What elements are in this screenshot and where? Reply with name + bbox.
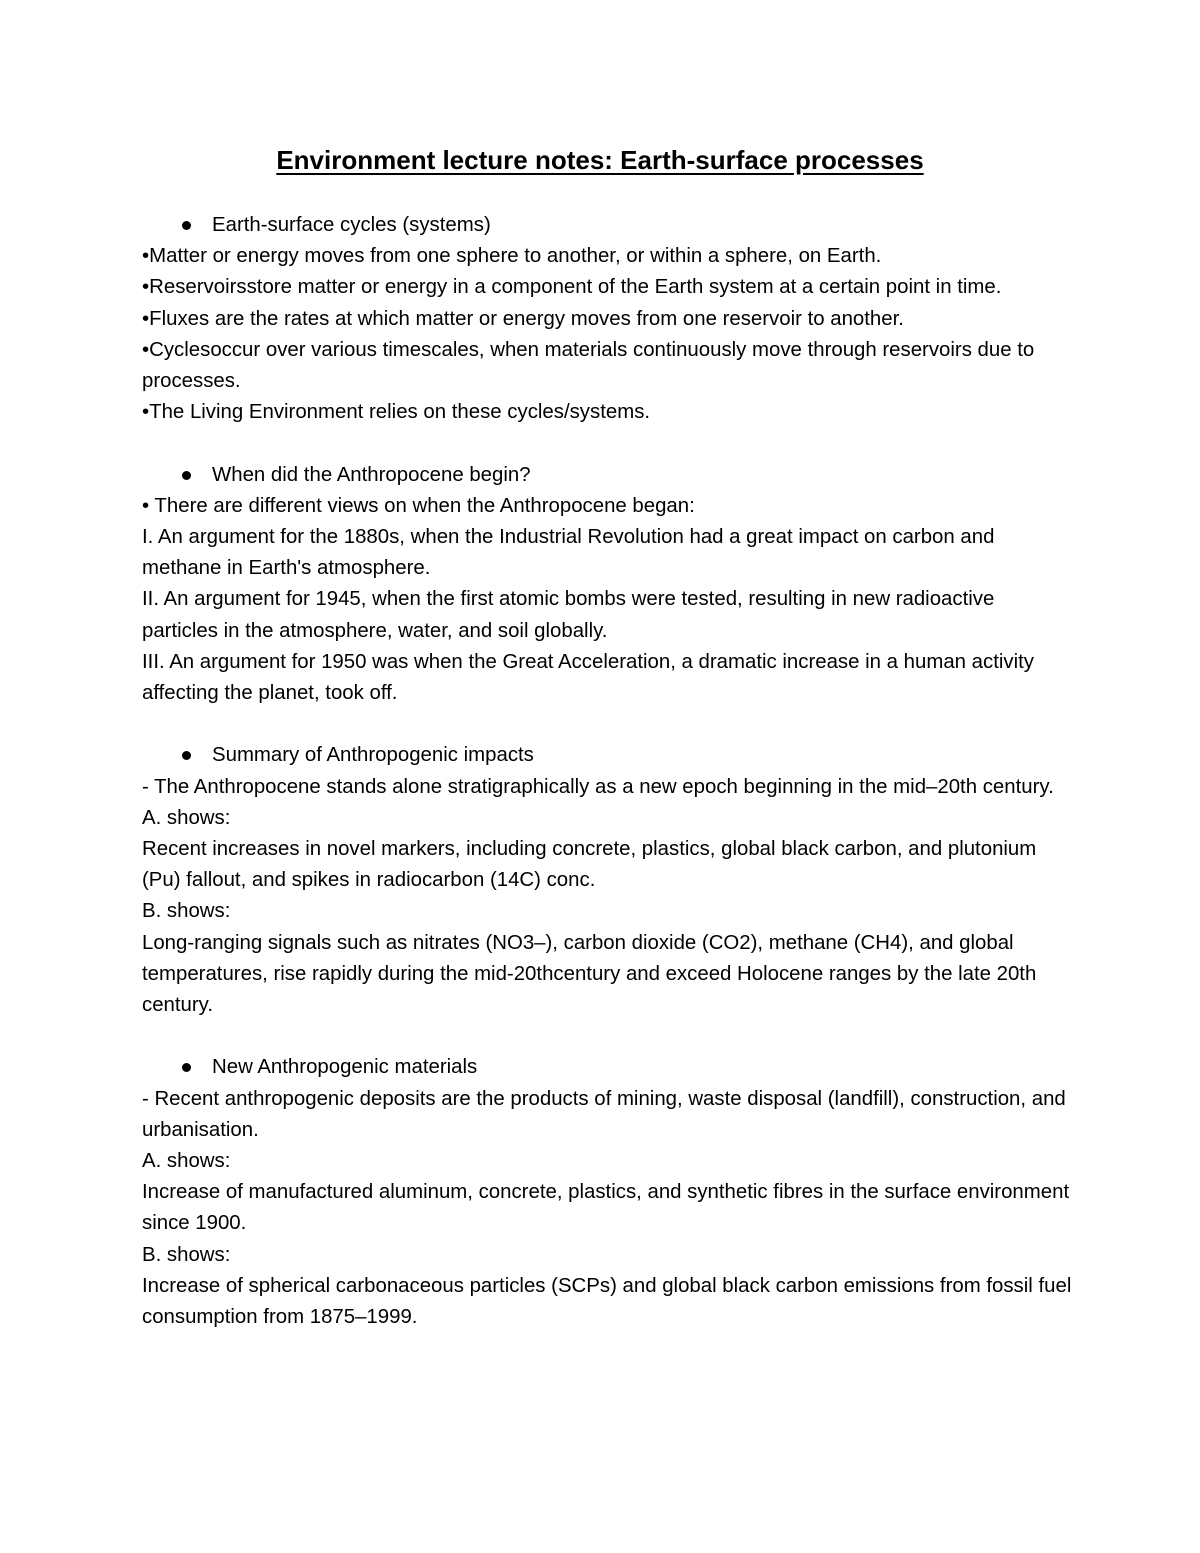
list-item: - The Anthropocene stands alone stratigraphically as a new epoch beginning in the mid–20th century. xyxy=(142,775,1054,798)
list-item: Long-ranging signals such as nitrates (NO3–), carbon dioxide (CO2), methane (CH4), and global temperatures, rise rapidly during the mid-20thcentury and exceed Holocene ranges by the late 20th century. xyxy=(142,931,1037,1017)
section-heading xyxy=(142,460,1072,491)
list-item: • There are different views on when the Anthropocene began: xyxy=(142,494,695,517)
section-anthropocene-begin xyxy=(142,460,1072,710)
bullet-icon xyxy=(182,751,191,760)
section-spacer xyxy=(142,1021,1072,1052)
list-item: •Fluxes are the rates at which matter or energy moves from one reservoir to another. xyxy=(142,307,904,330)
section-heading-text: Summary of Anthropogenic impacts xyxy=(212,744,534,767)
section-heading xyxy=(142,210,1072,241)
section-heading xyxy=(142,1052,1072,1083)
list-item: B. shows: xyxy=(142,900,231,923)
list-item: •Matter or energy moves from one sphere to another, or within a sphere, on Earth. xyxy=(142,245,882,268)
list-item: A. shows: xyxy=(142,806,231,829)
section-anthropogenic-materials xyxy=(142,1052,1072,1333)
list-item: Increase of manufactured aluminum, concrete, plastics, and synthetic fibres in the surface environment since 1900. xyxy=(142,1181,1070,1235)
list-item: II. An argument for 1945, when the first atomic bombs were tested, resulting in new radioactive particles in the atmosphere, water, and soil globally. xyxy=(142,588,995,642)
section-heading xyxy=(142,740,1072,771)
section-heading-text: Earth-surface cycles (systems) xyxy=(212,214,491,236)
section-heading-text: When did the Anthropocene begin? xyxy=(212,463,531,486)
list-item: B. shows: xyxy=(142,1243,231,1266)
list-item: - Recent anthropogenic deposits are the products of mining, waste disposal (landfill), construction, and urbanisation. xyxy=(142,1087,1066,1141)
bullet-icon xyxy=(182,221,191,230)
list-item: Recent increases in novel markers, including concrete, plastics, global black carbon, and plutonium (Pu) fallout, and spikes in radiocarbon (14C) conc. xyxy=(142,838,1037,892)
list-item: Increase of spherical carbonaceous particles (SCPs) and global black carbon emissions from fossil fuel consumption from 1875–1999. xyxy=(142,1274,1072,1329)
section-spacer xyxy=(142,428,1072,459)
bullet-icon xyxy=(182,1063,191,1072)
document-body xyxy=(142,210,1072,1333)
list-item: III. An argument for 1950 was when the Great Acceleration, a dramatic increase in a human activity affecting the planet, took off. xyxy=(142,650,1034,705)
list-item: •Cyclesoccur over various timescales, when materials continuously move through reservoirs due to processes. xyxy=(142,338,1035,393)
page-title: Environment lecture notes: Earth-surface processes xyxy=(276,145,924,175)
section-spacer xyxy=(142,709,1072,740)
list-item: I. An argument for the 1880s, when the Industrial Revolution had a great impact on carbon and methane in Earth's atmosphere. xyxy=(142,526,995,580)
list-item: A. shows: xyxy=(142,1150,231,1173)
list-item: •The Living Environment relies on these cycles/systems. xyxy=(142,401,651,424)
section-earth-surface-cycles xyxy=(142,210,1072,428)
section-heading-text: New Anthropogenic materials xyxy=(212,1056,478,1079)
list-item: •Reservoirsstore matter or energy in a component of the Earth system at a certain point in time. xyxy=(142,276,1002,299)
section-anthropogenic-impacts xyxy=(142,740,1072,1021)
bullet-icon xyxy=(182,471,191,480)
